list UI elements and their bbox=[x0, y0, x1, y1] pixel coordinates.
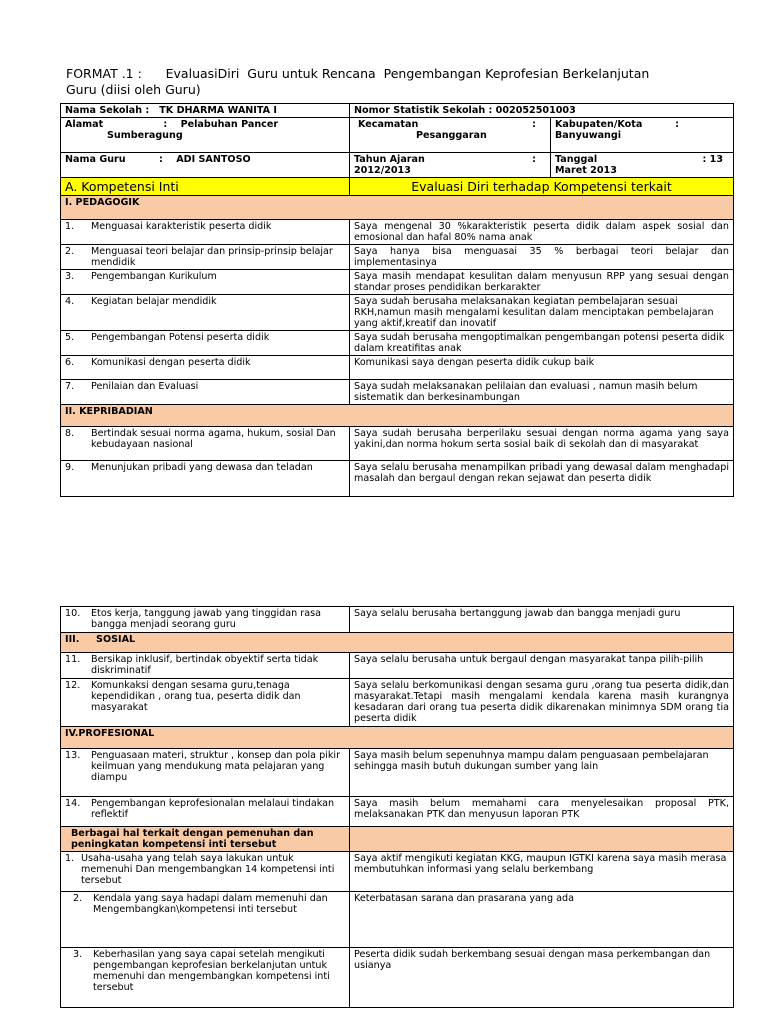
evaluasi-text: Saya masih belum sepenuhnya mampu dalam penguasaan pembelajaran sehingga masih butuh dukungan sumber yang lain bbox=[350, 749, 734, 797]
row-number: 3. bbox=[73, 949, 83, 960]
tanggal-colon: : 13 bbox=[702, 154, 723, 165]
kecamatan-colon: : bbox=[532, 119, 536, 130]
kompetensi-text: Menguasai teori belajar dan prinsip-prinsip belajar mendidik bbox=[91, 246, 333, 268]
section-pedagogik bbox=[61, 196, 734, 220]
kompetensi-text: Pengembangan keprofesionalan melalaui tindakan reflektif bbox=[91, 798, 335, 820]
kompetensi-cell bbox=[61, 220, 350, 245]
kompetensi-cell bbox=[61, 270, 350, 295]
kecamatan-cell bbox=[350, 118, 551, 153]
table-row bbox=[61, 948, 734, 1008]
tahun-ajaran-label: Tahun Ajaran bbox=[354, 154, 425, 165]
pertanyaan-cell bbox=[61, 852, 350, 892]
kompetensi-cell bbox=[61, 749, 350, 797]
alamat-value-2: Sumberagung bbox=[107, 130, 183, 141]
table-row bbox=[61, 892, 734, 948]
table-row bbox=[61, 427, 734, 461]
row-number: 13. bbox=[65, 750, 81, 761]
evaluasi-text: Saya masih belum memahami cara menyelesaikan proposal PTK, melaksanakan PTK dan menyusun laporan PTK bbox=[350, 797, 734, 827]
identity-row-address bbox=[61, 118, 734, 153]
kompetensi-text: Menunjukan pribadi yang dewasa dan teladan bbox=[91, 462, 313, 473]
nama-guru-cell bbox=[61, 153, 350, 178]
pertanyaan-cell bbox=[61, 892, 350, 948]
kompetensi-text: Kegiatan belajar mendidik bbox=[91, 296, 217, 307]
kabupaten-value: Banyuwangi bbox=[555, 130, 622, 141]
table-row bbox=[61, 356, 734, 380]
table-row bbox=[61, 270, 734, 295]
title-line-2: Guru (diisi oleh Guru) bbox=[66, 82, 201, 97]
jawaban-text: Peserta didik sudah berkembang sesuai dengan masa perkembangan dan usianya bbox=[350, 948, 734, 1008]
pertanyaan-cell bbox=[61, 948, 350, 1008]
alamat-label: Alamat bbox=[65, 119, 104, 130]
nama-guru-value: ADI SANTOSO bbox=[176, 154, 251, 165]
evaluasi-text: Saya sudah berusaha mengoptimalkan pengembangan potensi peserta didik dalam kreatifitas anak bbox=[350, 331, 734, 356]
table-row bbox=[61, 220, 734, 245]
evaluasi-text: Saya mengenal 30 %karakteristik peserta didik dalam aspek sosial dan emosional dan hafal 80% nama anak bbox=[350, 220, 734, 245]
identity-row-school bbox=[61, 104, 734, 118]
evaluasi-text: Saya selalu berusaha bertanggung jawab dan bangga menjadi guru bbox=[350, 607, 734, 633]
nss-value: 002052501003 bbox=[495, 105, 576, 116]
nama-sekolah-cell bbox=[61, 104, 350, 118]
nama-guru-colon: : bbox=[159, 154, 163, 165]
kompetensi-text: Komunikasi dengan peserta didik bbox=[91, 357, 251, 368]
row-number: 7. bbox=[65, 381, 75, 392]
section-profesional bbox=[61, 727, 734, 749]
table-row bbox=[61, 653, 734, 679]
table-row bbox=[61, 380, 734, 405]
nama-guru-label: Nama Guru bbox=[65, 154, 126, 165]
section-berbagai-label: Berbagai hal terkait dengan pemenuhan dan peningkatan kompetensi inti tersebut bbox=[61, 827, 350, 852]
kompetensi-cell bbox=[61, 653, 350, 679]
nama-sekolah-value: TK DHARMA WANITA I bbox=[159, 105, 277, 116]
tahun-ajaran-colon: : bbox=[532, 154, 536, 165]
table-row bbox=[61, 607, 734, 633]
alamat-value-1: Pelabuhan Pancer bbox=[180, 119, 279, 130]
row-number: 2. bbox=[65, 246, 75, 257]
table-row bbox=[61, 245, 734, 270]
row-number: 10. bbox=[65, 608, 81, 619]
tanggal-cell bbox=[551, 153, 734, 178]
kabupaten-cell bbox=[551, 118, 734, 153]
evaluasi-diri-header: Evaluasi Diri terhadap Kompetensi terkait bbox=[350, 178, 734, 196]
row-number: 12. bbox=[65, 680, 81, 691]
table-row bbox=[61, 461, 734, 497]
row-number: 2. bbox=[73, 893, 83, 904]
evaluasi-text: Saya selalu berusaha untuk bergaul dengan masyarakat tanpa pilih-pilih bbox=[350, 653, 734, 679]
table-row bbox=[61, 679, 734, 727]
kompetensi-text: Pengembangan Kurikulum bbox=[91, 271, 217, 282]
kabupaten-colon: : bbox=[675, 119, 679, 130]
section-pedagogik-label: I. PEDAGOGIK bbox=[61, 196, 734, 220]
tanggal-label: Tanggal bbox=[555, 154, 598, 165]
kompetensi-text: Komunkaksi dengan sesama guru,tenaga kependidikan , orang tua, peserta didik dan masyarakat bbox=[91, 680, 301, 713]
kompetensi-inti-header: A. Kompetensi Inti bbox=[61, 178, 350, 196]
evaluasi-text: Saya sudah berusaha berperilaku sesuai dengan norma agama yang saya yakini,dan norma hokum serta sosial baik di sekolah dan di masyarakat bbox=[350, 427, 734, 461]
nama-sekolah-label: Nama Sekolah : bbox=[65, 105, 150, 116]
kompetensi-cell bbox=[61, 679, 350, 727]
kompetensi-cell bbox=[61, 245, 350, 270]
row-number: 1. bbox=[65, 221, 75, 232]
row-number: 6. bbox=[65, 357, 75, 368]
kompetensi-cell bbox=[61, 607, 350, 633]
section-berbagai-empty bbox=[350, 827, 734, 852]
kompetensi-text: Bersikap inklusif, bertindak obyektif serta tidak diskriminatif bbox=[91, 654, 319, 676]
identity-row-teacher bbox=[61, 153, 734, 178]
table-row bbox=[61, 852, 734, 892]
evaluasi-text: Komunikasi saya dengan peserta didik cukup baik bbox=[350, 356, 734, 380]
alamat-colon: : bbox=[163, 119, 168, 130]
row-number: 1. bbox=[65, 853, 75, 864]
evaluasi-text: Saya selalu berkomunikasi dengan sesama guru ,orang tua peserta didik,dan masyarakat.Tetapi masih mengalami kendala karena masih kurangnya kesadaran dari orang tua peserta didik dikarenakan minimnya SDM orang tia peserta didik bbox=[350, 679, 734, 727]
kompetensi-cell bbox=[61, 380, 350, 405]
row-number: 5. bbox=[65, 332, 75, 343]
table-row bbox=[61, 331, 734, 356]
kecamatan-value: Pesanggaran bbox=[416, 130, 487, 141]
section-sosial-label: III. SOSIAL bbox=[61, 633, 734, 653]
nss-label: Nomor Statistik Sekolah : bbox=[354, 105, 493, 116]
evaluation-table-part-2 bbox=[60, 606, 734, 1008]
nss-cell bbox=[350, 104, 734, 118]
kompetensi-cell bbox=[61, 356, 350, 380]
section-profesional-label: IV.PROFESIONAL bbox=[61, 727, 734, 749]
table-row bbox=[61, 797, 734, 827]
kompetensi-text: Penguasaan materi, struktur , konsep dan pola pikir keilmuan yang mendukung mata pelajaran yang diampu bbox=[91, 750, 341, 783]
kompetensi-cell bbox=[61, 461, 350, 497]
row-number: 11. bbox=[65, 654, 81, 665]
evaluasi-text: Saya sudah berusaha melaksanakan kegiatan pembelajaran sesuai RKH,namun masih mengalami kesulitan dalam menciptakan pembelajaran yang aktif,kreatif dan inovatif bbox=[350, 295, 734, 331]
kompetensi-text: Penilaian dan Evaluasi bbox=[91, 381, 199, 392]
kompetensi-cell bbox=[61, 427, 350, 461]
pertanyaan-text: Keberhasilan yang saya capai setelah mengikuti pengembangan keprofesian berkelanjutan untuk memenuhi dan mengembangkan kompetensi inti tersebut bbox=[93, 949, 330, 993]
alamat-cell bbox=[61, 118, 350, 153]
document-title bbox=[66, 66, 746, 98]
table-row bbox=[61, 749, 734, 797]
evaluasi-text: Saya hanya bisa menguasai 35 % berbagai teori belajar dan implementasinya bbox=[350, 245, 734, 270]
jawaban-text: Saya aktif mengikuti kegiatan KKG, maupun IGTKI karena saya masih merasa membutuhkan informasi yang selalu berkembang bbox=[350, 852, 734, 892]
kompetensi-text: Menguasai karakteristik peserta didik bbox=[91, 221, 272, 232]
row-number: 4. bbox=[65, 296, 75, 307]
row-number: 9. bbox=[65, 462, 75, 473]
column-header-row bbox=[61, 178, 734, 196]
kecamatan-label: Kecamatan bbox=[358, 119, 419, 130]
evaluasi-text: Saya selalu berusaha menampilkan pribadi yang dewasal dalam menghadapi masalah dan bergaul dengan rekan sejawat dan peserta didik bbox=[350, 461, 734, 497]
evaluasi-text: Saya sudah melaksanakan pelilaian dan evaluasi , namun masih belum sistematik dan berkesinambungan bbox=[350, 380, 734, 405]
pertanyaan-text: Usaha-usaha yang telah saya lakukan untuk memenuhi Dan mengembangkan 14 kompetensi inti tersebut bbox=[81, 853, 335, 886]
kompetensi-cell bbox=[61, 295, 350, 331]
section-sosial bbox=[61, 633, 734, 653]
tahun-ajaran-value: 2012/2013 bbox=[354, 165, 411, 176]
section-berbagai bbox=[61, 827, 734, 852]
kompetensi-cell bbox=[61, 331, 350, 356]
title-line-1: FORMAT .1 : EvaluasiDiri Guru untuk Rencana Pengembangan Keprofesian Berkelanjutan bbox=[66, 66, 650, 81]
kompetensi-text: Etos kerja, tanggung jawab yang tinggidan rasa bangga menjadi seorang guru bbox=[91, 608, 321, 630]
pertanyaan-text: Kendala yang saya hadapi dalam memenuhi dan Mengembangkan\kompetensi inti tersebut bbox=[93, 893, 328, 915]
kabupaten-label: Kabupaten/Kota bbox=[555, 119, 643, 130]
section-kepribadian-label: II. KEPRIBADIAN bbox=[61, 405, 734, 427]
row-number: 8. bbox=[65, 428, 75, 439]
evaluasi-text: Saya masih mendapat kesulitan dalam menyusun RPP yang sesuai dengan standar proses pendidikan berkarakter bbox=[350, 270, 734, 295]
evaluation-table-part-1 bbox=[60, 103, 734, 497]
table-row bbox=[61, 295, 734, 331]
kompetensi-text: Pengembangan Potensi peserta didik bbox=[91, 332, 270, 343]
jawaban-text: Keterbatasan sarana dan prasarana yang ada bbox=[350, 892, 734, 948]
kompetensi-cell bbox=[61, 797, 350, 827]
tanggal-value: Maret 2013 bbox=[555, 165, 617, 176]
kompetensi-text: Bertindak sesuai norma agama, hukum, sosial Dan kebudayaan nasional bbox=[91, 428, 336, 450]
row-number: 14. bbox=[65, 798, 81, 809]
section-kepribadian bbox=[61, 405, 734, 427]
tahun-ajaran-cell bbox=[350, 153, 551, 178]
row-number: 3. bbox=[65, 271, 75, 282]
